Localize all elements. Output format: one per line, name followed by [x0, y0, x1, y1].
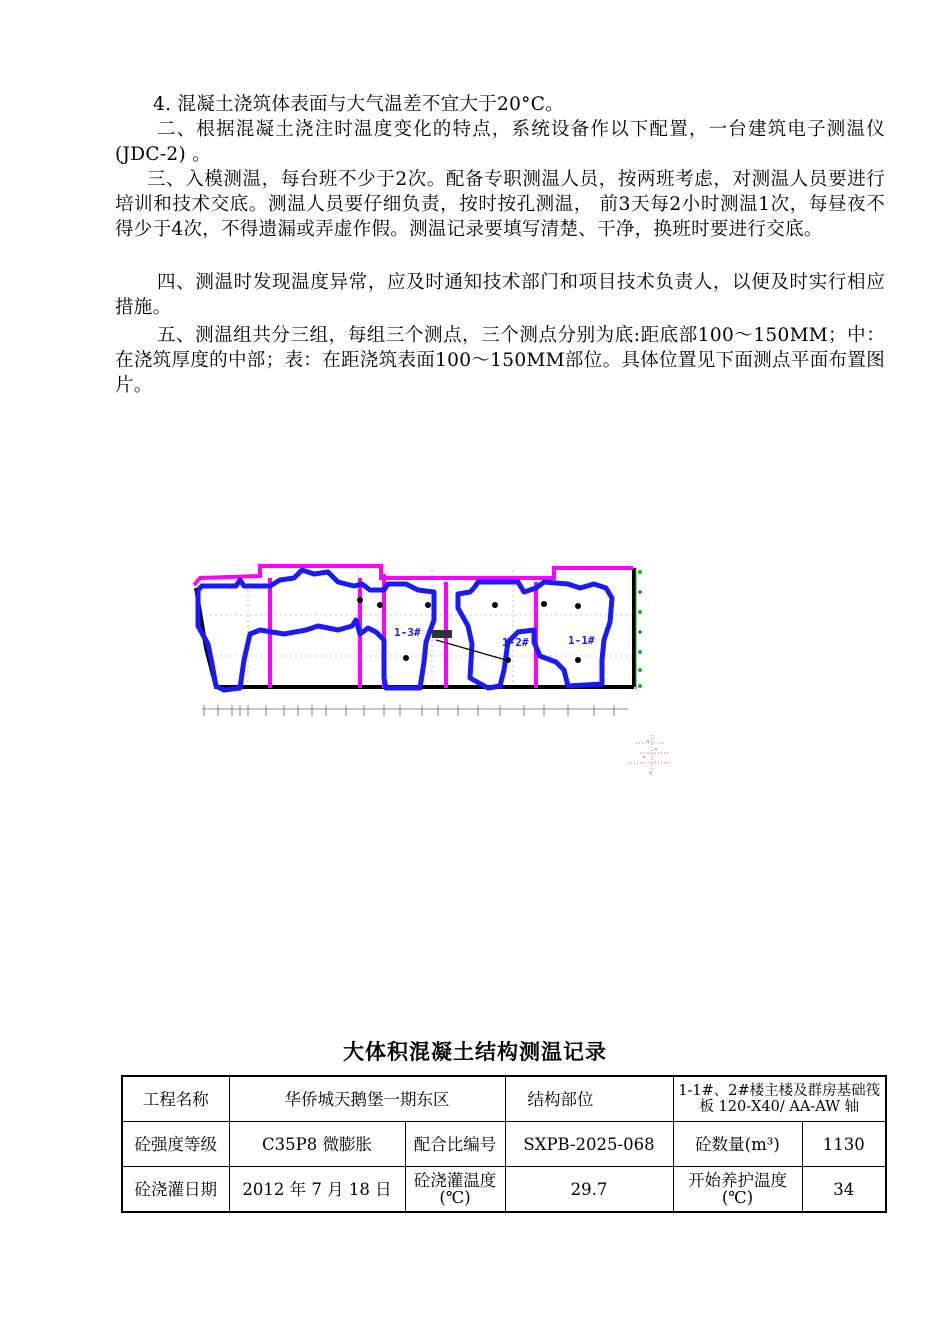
- paragraph-2: 二、根据混凝土浇注时温度变化的特点，系统设备作以下配置，一台建筑电子测温仪(JDC-2) 。: [115, 119, 885, 165]
- table-row: [122, 1167, 886, 1213]
- point-label-1-3: 1-3#: [394, 626, 421, 639]
- label-strength-grade: 砼强度等级: [122, 1122, 229, 1167]
- label-structure-part: 结构部位: [505, 1076, 673, 1122]
- point-label-1-1: 1-1#: [568, 634, 595, 647]
- axis-ticks-bottom: [202, 705, 628, 716]
- table-row: [122, 1076, 886, 1122]
- paragraph-5: 五、测温组共分三组，每组三个测点，三个测点分别为底:距底部100～150MM；中：在浇筑厚度的中部；表：在距浇筑表面100～150MM部位。具体位置见下面测点平面布置图片。: [115, 325, 885, 396]
- label-pour-date: 砼浇灌日期: [122, 1167, 229, 1213]
- label-project-name: 工程名称: [122, 1076, 229, 1122]
- value-concrete-volume: 1130: [802, 1122, 886, 1167]
- value-project-name: 华侨城天鹅堡一期东区: [229, 1076, 505, 1122]
- record-table-title: 大体积混凝土结构测温记录: [343, 1040, 607, 1064]
- temperature-record-table: [121, 1075, 887, 1213]
- value-strength-grade: C35P8 微膨胀: [229, 1122, 405, 1167]
- value-curing-start-temperature: 34: [802, 1167, 886, 1213]
- paragraph-4: 四、测温时发现温度异常，应及时通知技术部门和项目技术负责人，以便及时实行相应措施。: [115, 272, 885, 318]
- measuring-point-plan-drawing: [188, 560, 654, 720]
- value-pour-temperature: 29.7: [505, 1167, 673, 1213]
- paragraph-1: 4. 混凝土浇筑体表面与大气温差不宜大于20°C。: [153, 94, 564, 115]
- label-concrete-volume: 砼数量(m³): [673, 1122, 802, 1167]
- table-row: [122, 1122, 886, 1167]
- scan-artifact-mark: [626, 733, 676, 779]
- value-mix-number: SXPB-2025-068: [505, 1122, 673, 1167]
- point-label-1-2: 1-2#: [502, 636, 529, 649]
- value-structure-part: 1-1#、2#楼主楼及群房基础筏板 120-X40/ AA-AW 轴: [673, 1076, 886, 1122]
- paragraph-3: 三、入模测温，每台班不少于2次。配备专职测温人员，按两班考虑，对测温人员要进行培训和技术交底。测温人员要仔细负责，按时按孔测温， 前3天每2小时测温1次，每昼夜不得少于4次，不得遗漏或弄虚作假。测温记录要填写清楚、干净，换班时要进行交底。: [115, 169, 885, 240]
- value-pour-date: 2012 年 7 月 18 日: [229, 1167, 405, 1213]
- label-curing-start-temperature: 开始养护温度(℃): [673, 1167, 802, 1213]
- label-mix-number: 配合比编号: [405, 1122, 505, 1167]
- axis-ticks-right: [636, 568, 642, 690]
- label-pour-temperature: 砼浇灌温度(℃): [405, 1167, 505, 1213]
